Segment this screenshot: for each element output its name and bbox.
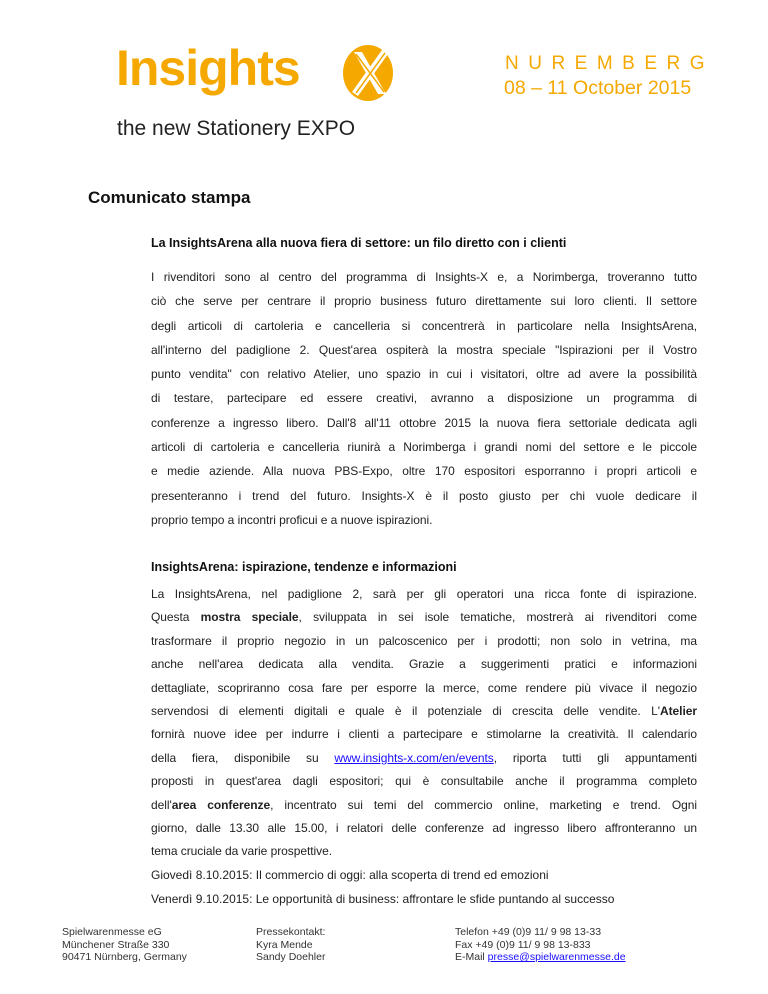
- events-link[interactable]: www.insights-x.com/en/events: [334, 750, 494, 765]
- text-run: Questa: [151, 610, 201, 625]
- text-line: [151, 819, 697, 842]
- text-run: anche nell'area dedicata alla vendita. Grazie a suggerimenti pratici e informazioni: [151, 657, 697, 672]
- press-release-title: Comunicato stampa: [88, 188, 251, 207]
- fax: Fax +49 (0)9 11/ 9 98 13-833: [455, 938, 591, 951]
- footer-company: [62, 926, 187, 964]
- text-line: [151, 608, 697, 631]
- bold-text: Atelier: [660, 703, 697, 718]
- text-line: [151, 341, 697, 365]
- text-run: conferenze a ingresso libero. Dall'8 all'11 ottobre 2015 la nuova fiera settoriale dedicata agli: [151, 415, 697, 430]
- email-row: [455, 951, 626, 964]
- footer-phone-fax-email: [455, 926, 626, 964]
- text-run: proposti in quest'area dagli espositori; qui è consultabile anche il programma completo: [151, 774, 697, 789]
- text-run: presenteranno i trend del futuro. Insights-X è il posto giusto per chi vuole dedicare il: [151, 488, 697, 503]
- bold-text: mostra speciale: [200, 610, 299, 625]
- contact-name: Kyra Mende: [256, 938, 313, 951]
- text-line: [151, 772, 697, 795]
- text-run: ciò che serve per centrare il proprio business futuro direttamente sui loro clienti. Il settore: [151, 294, 697, 309]
- text-run: e medie aziende. Alla nuova PBS-Expo, oltre 170 espositori esporranno i propri articoli e: [151, 464, 697, 479]
- paragraph-intro: [151, 268, 697, 535]
- paragraph-insightsarena: [151, 585, 697, 866]
- article-subtitle: La InsightsArena alla nuova fiera di settore: un filo diretto con i clienti: [151, 236, 567, 250]
- text-run: , sviluppata in sei isole tematiche, mostrerà ai rivenditori come: [298, 610, 697, 625]
- text-run: trasformare il proprio negozio in un palcoscenico per i prodotti; non solo in vetrina, ma: [151, 633, 697, 648]
- text-line: [151, 511, 697, 535]
- text-line: [151, 725, 697, 748]
- text-run: , riporta tutti gli appuntamenti: [493, 750, 697, 765]
- tagline: the new Stationery EXPO: [117, 117, 356, 140]
- text-line: [151, 268, 697, 292]
- text-run: , incentrato sui temi del commercio online, marketing e trend. Ogni: [270, 797, 697, 812]
- email-label: E-Mail: [455, 951, 488, 963]
- text-line: [151, 632, 697, 655]
- text-line: [151, 487, 697, 511]
- contact-name: Sandy Doehler: [256, 951, 326, 963]
- text-run: tema cruciale da varie prospettive.: [151, 844, 333, 859]
- event-city: NUREMBERG: [505, 53, 715, 74]
- text-run: La InsightsArena, nel padiglione 2, sarà per gli operatori una ricca fonte di ispirazione.: [151, 587, 697, 601]
- event-dates: 08 – 11 October 2015: [504, 77, 692, 99]
- text-line: [151, 317, 697, 341]
- text-line: [151, 749, 697, 772]
- phone: Telefon +49 (0)9 11/ 9 98 13-33: [455, 926, 602, 938]
- bold-text: area conferenze: [171, 797, 271, 812]
- company-city: 90471 Nürnberg, Germany: [62, 951, 187, 963]
- text-run: dettagliate, scopriranno cosa fare per esporre la merce, come rendere più vivace il negozio: [151, 680, 697, 695]
- text-run: servendosi di elementi digitali e quale è il potenziale di crescita delle vendite. L': [151, 703, 660, 718]
- text-run: punto vendita" con relativo Atelier, uno spazio in cui i visitatori, oltre ad avere la possibilità: [151, 367, 697, 382]
- text-line: [151, 702, 697, 725]
- footer-contact: [256, 926, 325, 964]
- schedule-item: Giovedì 8.10.2015: Il commercio di oggi: alla scoperta di trend ed emozioni: [151, 868, 549, 882]
- contact-label: Pressekontakt:: [256, 926, 326, 938]
- text-run: proprio tempo a incontri proficui e a nuove ispirazioni.: [151, 512, 433, 527]
- text-line: [151, 365, 697, 389]
- logo-x-icon: [342, 44, 394, 102]
- text-line: [151, 292, 697, 316]
- text-line: [151, 389, 697, 413]
- text-run: I rivenditori sono al centro del programma di Insights-X e, a Norimberga, troveranno tutto: [151, 270, 697, 284]
- company-name: Spielwarenmesse eG: [62, 926, 162, 938]
- company-street: Münchener Straße 330: [62, 938, 170, 951]
- text-line: [151, 842, 697, 865]
- text-line: [151, 462, 697, 486]
- text-run: degli articoli di cartoleria e cancelleria si concentrerà in particolare nella InsightsArena,: [151, 318, 697, 333]
- text-run: giorno, dalle 13.30 alle 15.00, i relatori delle conferenze ad ingresso libero affronteranno un: [151, 820, 697, 835]
- text-line: [151, 655, 697, 678]
- text-run: della fiera, disponibile su: [151, 750, 335, 765]
- text-line: [151, 414, 697, 438]
- schedule-item: Venerdì 9.10.2015: Le opportunità di business: affrontare le sfide puntando al successo: [151, 892, 615, 906]
- text-run: di testare, partecipare ed essere creativi, avranno a disposizione un programma di: [151, 391, 697, 406]
- text-line: [151, 438, 697, 462]
- text-run: fornirà nuove idee per indurre i clienti a partecipare e stimolarne la creatività. Il calendario: [151, 727, 697, 742]
- section-heading: InsightsArena: ispirazione, tendenze e informazioni: [151, 560, 457, 574]
- text-line: [151, 585, 697, 608]
- text-run: all'interno del padiglione 2. Quest'area ospiterà la mostra speciale "Ispirazioni per il Vostro: [151, 342, 697, 357]
- text-run: articoli di cartoleria e cancelleria riunirà a Norimberga i grandi nomi del settore e le piccole: [151, 440, 697, 455]
- email-link[interactable]: presse@spielwarenmesse.de: [487, 951, 626, 963]
- text-run: dell': [151, 797, 172, 812]
- text-line: [151, 679, 697, 702]
- text-line: [151, 796, 697, 819]
- logo-wordmark: Insights: [116, 40, 300, 96]
